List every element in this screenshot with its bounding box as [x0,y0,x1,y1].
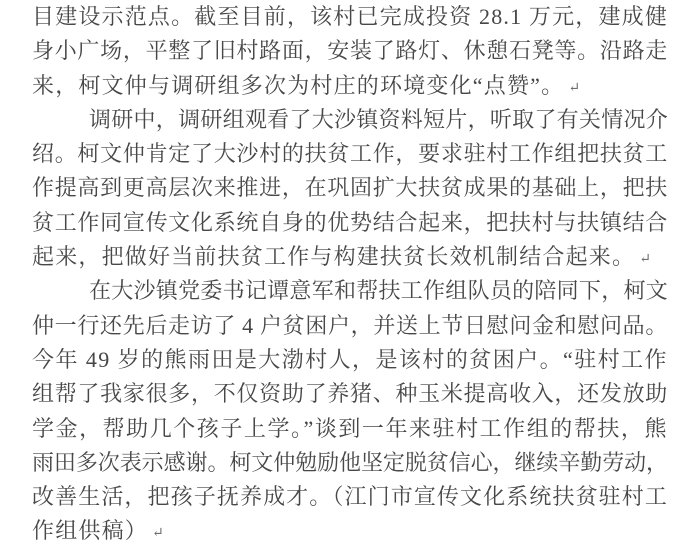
text-line [32,309,668,343]
line-text: 今年 49 岁的熊雨田是大渤村人，是该村的贫困户。“驻村工作 [32,346,668,372]
line-text: 作组供稿） [32,518,149,544]
paragraph-return-icon: ↵ [152,526,164,542]
line-text: 贫工作同宣传文化系统自身的优势结合起来，把扶村与扶镇结合 [32,209,668,235]
text-line [32,274,668,308]
text-line [32,69,668,103]
text-line [32,343,668,377]
text-line [32,446,668,480]
text-line [32,103,668,137]
line-text: 作提高到更高层次来推进，在巩固扩大扶贫成果的基础上，把扶 [32,175,668,201]
line-text: 目建设示范点。截至目前，该村已完成投资 28.1 万元，建成健 [32,4,668,29]
text-line [32,34,668,68]
line-text: 来，柯文仲与调研组多次为村庄的环境变化“点赞”。 [32,72,565,98]
text-line [32,137,668,171]
line-text: 雨田多次表示感谢。柯文仲勉励他坚定脱贫信心，继续辛勤劳动， [32,449,668,475]
text-line [32,480,668,514]
text-line [32,0,668,34]
line-text: 绍。柯文仲肯定了大沙村的扶贫工作，要求驻村工作组把扶贫工 [32,141,668,167]
line-text: 调研中，调研组观看了大沙镇资料短片，听取了有关情况介 [89,106,668,132]
text-line [32,514,668,548]
paragraph-return-icon: ↵ [568,80,581,96]
line-text: 仲一行还先后走访了 4 户贫困户，并送上节日慰问金和慰问品。 [32,312,668,338]
line-text: 学金，帮助几个孩子上学。”谈到一年来驻村工作组的帮扶，熊 [32,415,668,441]
line-text: 改善生活，把孩子抚养成才。（江门市宣传文化系统扶贫驻村工 [32,484,668,510]
text-line [32,240,668,274]
line-text: 起来，把做好当前扶贫工作与构建扶贫长效机制结合起来。 [32,244,636,270]
text-line [32,377,668,411]
paragraph-return-icon: ↵ [639,252,651,268]
text-line [32,206,668,240]
text-line [32,171,668,205]
line-text: 身小广场，平整了旧村路面，安装了路灯、休憩石凳等。沿路走 [32,38,668,64]
document-body [32,0,668,549]
text-line [32,412,668,446]
line-text: 在大沙镇党委书记谭意军和帮扶工作组队员的陪同下，柯文 [89,278,668,304]
line-text: 组帮了我家很多，不仅资助了养猪、种玉米提高收入，还发放助 [32,381,668,407]
